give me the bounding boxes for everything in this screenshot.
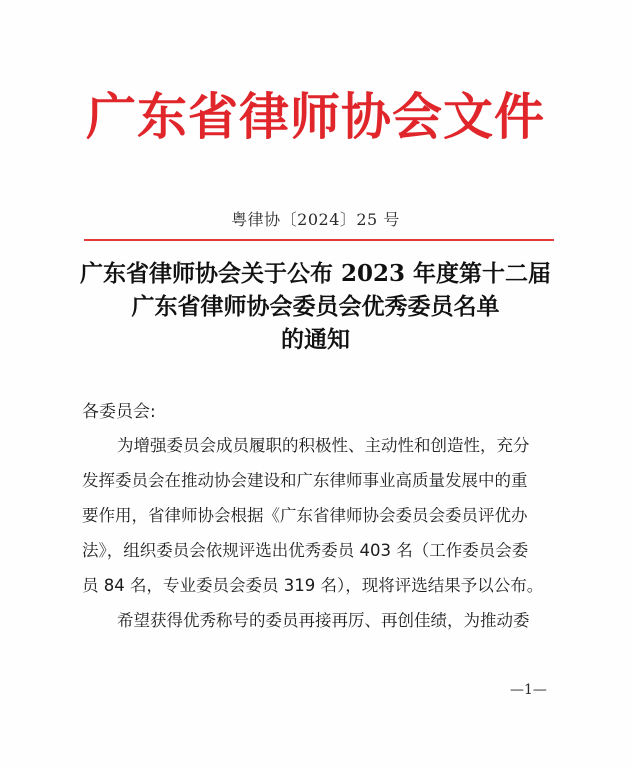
notice-title-line: 的通知 xyxy=(281,326,350,353)
body-text-line: 希望获得优秀称号的委员再接再厉、再创佳绩，为推动委 xyxy=(117,611,530,630)
page-number: —1— xyxy=(510,682,547,698)
notice-title-line: 广东省律师协会委员会优秀委员名单 xyxy=(131,293,500,320)
body-text-line: 员 84 名，专业委员会委员 319 名），现将评选结果予以公布。 xyxy=(82,576,544,595)
body-text-line: 法》，组织委员会依规评选出优秀委员 403 名（工作委员会委 xyxy=(82,541,529,560)
body-text-line: 发挥委员会在推动协会建设和广东律师事业高质量发展中的重 xyxy=(82,471,528,490)
document-number: 粤律协〔2024〕25 号 xyxy=(231,210,400,229)
notice-title xyxy=(0,257,631,356)
red-divider-line xyxy=(84,239,554,241)
body-text-line: 要作用，省律师协会根据《广东省律师协会委员会委员评优办 xyxy=(82,506,528,525)
masthead-title: 广东省律师协会文件 xyxy=(86,87,545,146)
body-text-line: 为增强委员会成员履职的积极性、主动性和创造性，充分 xyxy=(117,436,530,455)
notice-title-line: 广东省律师协会关于公布 2023 年度第十二届 xyxy=(79,260,552,287)
salutation: 各委员会: xyxy=(82,402,156,422)
